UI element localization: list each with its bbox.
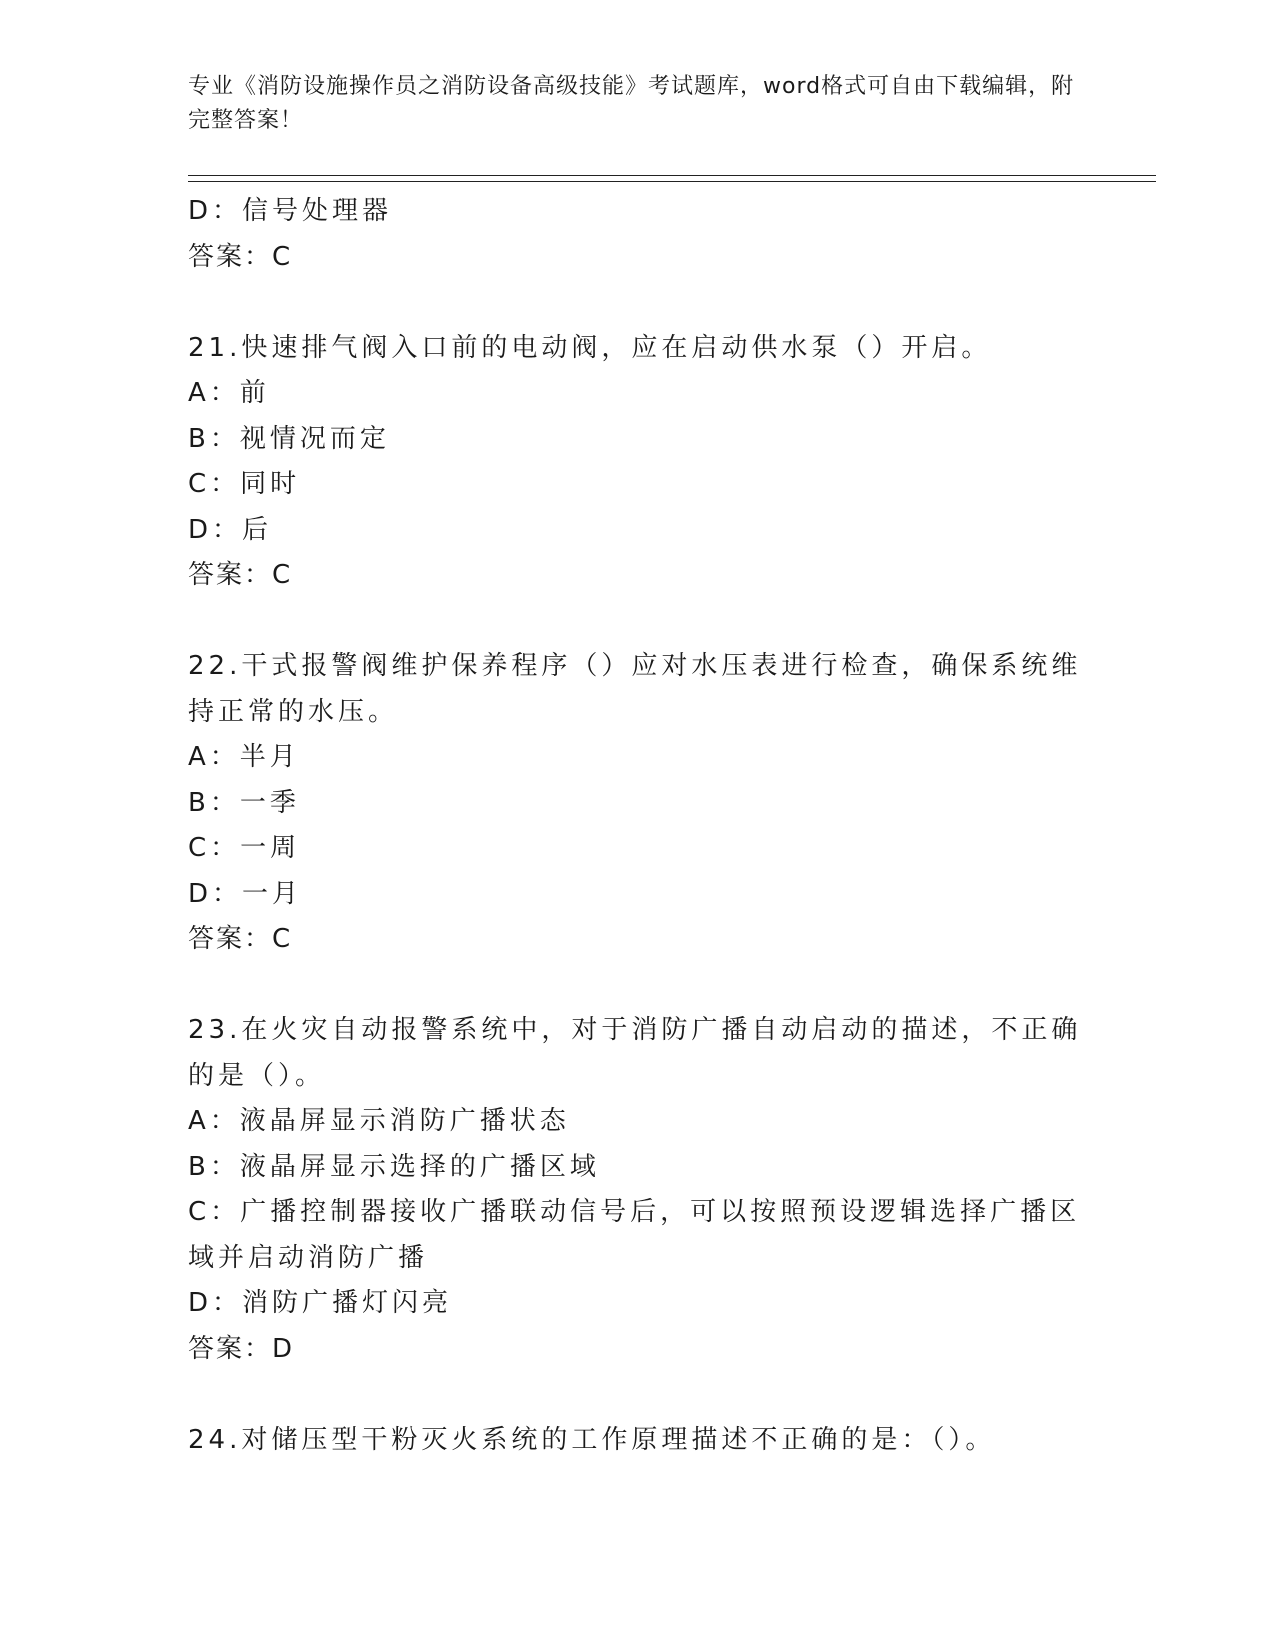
header-rule-top (188, 175, 1156, 176)
option-d: D：后 (188, 514, 273, 545)
answer: 答案：D (188, 1333, 295, 1364)
option-d: D：消防广播灯闪亮 (188, 1288, 453, 1318)
question-22 (188, 644, 1088, 963)
question-23 (188, 1008, 1088, 1372)
option-a: A：液晶屏显示消防广播状态 (188, 1106, 570, 1136)
question-24 (188, 1418, 1088, 1464)
question-stem: 23.在火灾自动报警系统中，对于消防广播自动启动的描述，不正确的是（）。 (188, 1015, 1082, 1091)
option-d: D：一月 (188, 878, 303, 909)
carry-over-option-d: D：信号处理器 (188, 196, 393, 226)
question-stem: 21.快速排气阀入口前的电动阀，应在启动供水泵（）开启。 (188, 332, 992, 363)
option-a: A：半月 (188, 742, 300, 772)
question-list (188, 189, 1088, 1463)
option-c: C：广播控制器接收广播联动信号后，可以按照预设逻辑选择广播区域并启动消防广播 (188, 1197, 1081, 1273)
carry-over-answer: 答案：C (188, 241, 293, 272)
option-b: B：一季 (188, 787, 300, 818)
answer: 答案：C (188, 560, 293, 590)
question-stem: 24.对储压型干粉灭火系统的工作原理描述不正确的是：（）。 (188, 1424, 996, 1455)
option-a: A：前 (188, 378, 270, 408)
question-21 (188, 326, 1088, 599)
option-b: B：液晶屏显示选择的广播区域 (188, 1151, 600, 1182)
answer: 答案：C (188, 924, 293, 954)
option-c: C：一周 (188, 833, 301, 863)
option-c: C：同时 (188, 469, 301, 499)
header-rule-bottom (188, 181, 1156, 182)
document-header: 专业《消防设施操作员之消防设备高级技能》考试题库，word格式可自由下载编辑，附完整答案！ (188, 74, 1075, 133)
option-b: B：视情况而定 (188, 423, 390, 454)
question-stem: 22.干式报警阀维护保养程序（）应对水压表进行检查，确保系统维持正常的水压。 (188, 651, 1082, 727)
